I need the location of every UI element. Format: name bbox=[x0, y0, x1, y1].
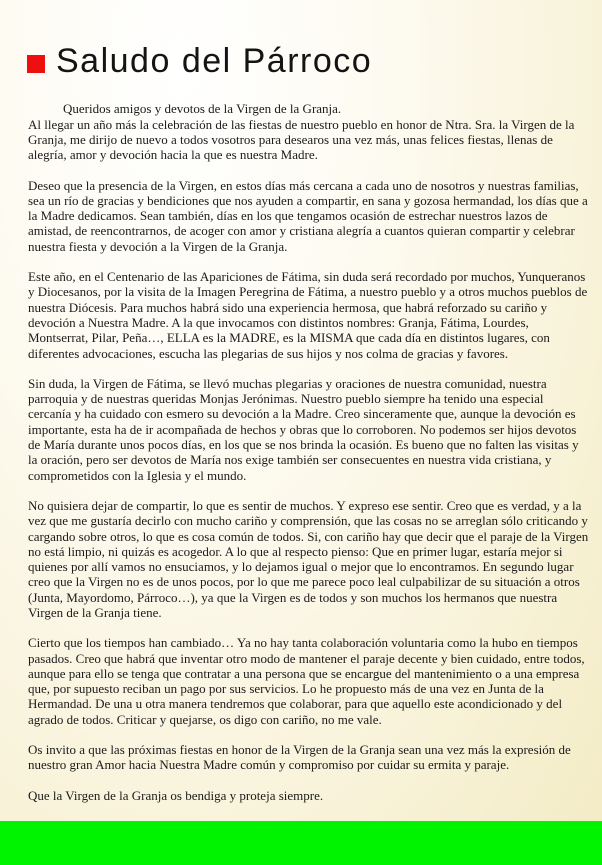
paragraph-4: Sin duda, la Virgen de Fátima, se llevó muchas plegarias y oraciones de nuestra comunidad, nuestra parroquia y de nuestras queridas Monjas Jerónimas. Nuestro pueblo siempre ha tenido una especial cercanía y ha cuidado con esmero su devoción a la Madre. Creo sinceramente que, aunque la devoción es importante, esta ha de ir acompañada de hechos y obras que lo corroboren. No podemos ser hijos devotos de María durante unos pocos días, en los que se nos brinda la ocasión. Es bueno que no falten las visitas y la oración, pero ser devotos de María nos exige también ser consecuentes en nuestra vida cristiana, y comprometidos con la Iglesia y el mundo. bbox=[28, 375, 579, 483]
paragraph-3: Este año, en el Centenario de las Apariciones de Fátima, sin duda será recordado por muchos, Yunqueranos y Diocesanos, por la visita de la Imagen Peregrina de Fátima, a nuestro pueblo y a otros muchos pueblos de nuestra Diócesis. Para muchos habrá sido una experiencia hermosa, que habrá reforzado su cariño y devoción a Nuestra Madre. A la que invocamos con distintos nombres: Granja, Fátima, Lourdes, Montserrat, Pilar, Peña…, ELLA es la MADRE, es la MISMA que cada día en distintos lugares, con diferentes advocaciones, escucha las plegarias de sus hijos y nos colma de gracias y favores. bbox=[28, 269, 588, 361]
page-title: Saludo del Párroco bbox=[56, 42, 373, 80]
paragraph-6: Cierto que los tiempos han cambiado… Ya no hay tanta colaboración voluntaria como la hubo en tiempos pasados. Creo que habrá que inventar otro modo de mantener el paraje decente y bien cuidado, entre todos, aunque para ello se tenga que contratar a una persona que se encargue del mantenimiento o a una empresa que, por supuesto reciban un pago por sus servicios. Lo he propuesto más de una vez en Junta de la Hermandad. De una u otra manera tendremos que colaborar, para que aquello este acondicionado y del agrado de todos. Criticar y quejarse, os digo con cariño, no me vale. bbox=[28, 635, 585, 727]
salutation-line: Queridos amigos y devotos de la Virgen de la Granja. bbox=[63, 101, 342, 117]
paragraph-5: No quisiera dejar de compartir, lo que es sentir de muchos. Y expreso ese sentir. Creo que es verdad, y a la vez que me gustaría decirlo con mucho cariño y comprensión, que las cosas no se arreglan sólo criticando y cargando sobre otros, lo que es cosa común de todos. Si, con cariño hay que decir que el paraje de la Virgen no está limpio, ni quizás es acogedor. A lo que al respecto pienso: Que en primer lugar, estaría mejor si quienes por allí vamos no ensuciamos, y lo dejamos igual o mejor que lo encontramos. En segundo lugar creo que la Virgen no es de unos pocos, por lo que me parece poco leal culpabilizar de su situación a otros (Junta, Mayordomo, Párroco…), ya que la Virgen es de todos y son muchos los hermanos que nuestra Virgen de la Granja tiene. bbox=[28, 497, 589, 620]
paragraph-7: Os invito a que las próximas fiestas en honor de la Virgen de la Granja sean una vez más la expresión de nuestro gran Amor hacia Nuestra Madre común y compromiso por cuidar su ermita y paraje. bbox=[28, 742, 571, 773]
red-square-bullet bbox=[27, 55, 45, 73]
closing-line: Que la Virgen de la Granja os bendiga y proteja siempre. bbox=[28, 787, 324, 803]
page-header bbox=[0, 0, 602, 80]
paragraph-2: Deseo que la presencia de la Virgen, en estos días más cercana a cada uno de nosotros y nuestras familias, sea un río de gracias y bendiciones que nos ayuden a compartir, en sana y gozosa hermandad, los días que a la Madre dedicamos. Sean también, días en los que tengamos ocasión de estrechar nuestros lazos de amistad, de reencontrarnos, de acoger con amor y cristiana alegría a cuantos quieran compartir y celebrar nuestra fiesta y devoción a la Virgen de la Granja. bbox=[28, 177, 588, 254]
green-footer-bar bbox=[0, 821, 602, 865]
letter-body bbox=[28, 101, 589, 833]
paragraph-1: Al llegar un año más la celebración de las fiestas de nuestro pueblo en honor de Ntra. Sra. la Virgen de la Granja, me dirijo de nuevo a todos vosotros para desearos una vez más, unas felices fiestas, llenas de alegría, amor y devoción hacia la que es nuestra Madre. bbox=[28, 116, 575, 163]
